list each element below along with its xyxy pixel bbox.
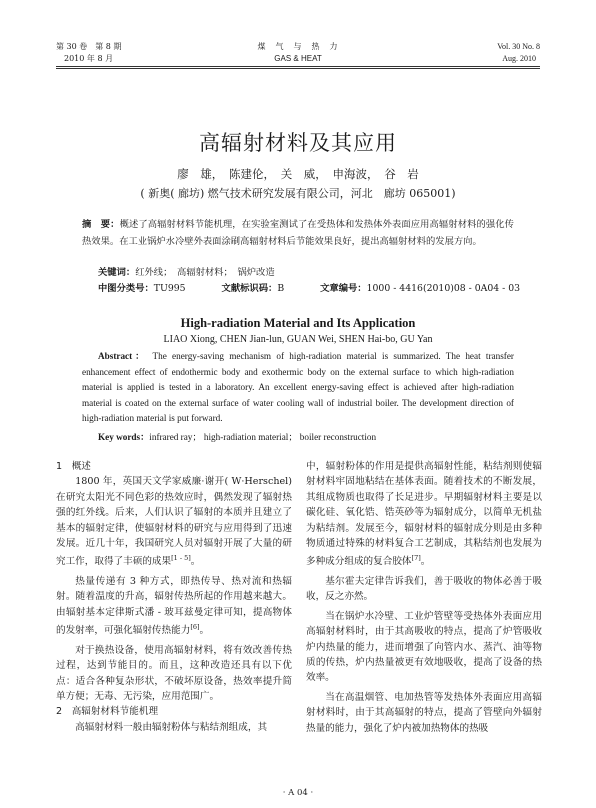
header-rule (56, 66, 540, 67)
abstract-cn (82, 217, 514, 250)
clc-value: TU995 (153, 283, 186, 294)
journal-name-cn: 煤 气 与 热 力 (257, 42, 339, 51)
paragraph-1 (56, 474, 292, 570)
paragraph-1-text: 1800 年，英国天文学家威廉·谢开( W·Herschel) 在研究太阳光不同色彩的热效应时，偶然发现了辐射热强的红外线。后来，人们认识了辐射的本质并且建立了基本的辐射定律，使辐射材料的研究与应用得到了迅速发展。近几十年，我国研究人员对辐射开展了大量的研究工作，取得了丰硕的成果 (56, 476, 292, 568)
paragraph-8: 当在高温烟管、电加热管等发热体外表面应用高辐射材料时，由于其高辐射的特点，提高了管壁向外辐射热量的能力，强化了炉内被加热物体的热吸 (306, 691, 542, 734)
paragraph-5-text: 中，辐射粉体的作用是提供高辐射性能，粘结剂则使辐射材料牢固地粘结在基体表面。随着技术的不断发展，其组成物质也取得了长足进步。早期辐射材料主要是以碳化硅、氧化锆、锆英砂等为辐射成分，以简单无机盐为粘结剂。发展至今，辐射材料的辐射成分则是由多种物质通过特殊的材料复合工艺制成，其粘结剂也发展为多种成分组成的复合胶体 (306, 461, 542, 568)
clc-label: 中图分类号： (98, 283, 154, 294)
keywords-cn-label: 关键词： (98, 267, 136, 278)
paragraph-1-end: 。 (190, 556, 201, 568)
abstract-en-text: The energy-saving mechanism of high-radiation material is summarized. The heat transfer enhancement effect of endothermic body and exothermic body on the external surface to which high-radiation material is applied is tested in a laboratory. An excellent energy-saving effect is achieved after high-radiation material is coated on the external surface of water cooling wall of industrial boiler. The development direction of high-radiation material is put forward. (82, 351, 514, 424)
affiliation: ( 新奥( 廊坊) 燃气技术研究发展有限公司，河北 廊坊 065001) (140, 187, 456, 200)
date-en: Aug. 2010 (502, 54, 536, 63)
paragraph-2-end: 。 (199, 625, 210, 637)
paragraph-7: 当在锅炉水冷壁、工业炉管壁等受热体外表面应用高辐射材料时，由于其高吸收的特点，提高了炉管吸收炉内热量的能力，进而增强了向管内水、蒸汽、油等物质的传热，炉内热量被更有效地吸收，提高了设备的热效率。 (306, 610, 542, 684)
paragraph-6: 基尔霍夫定律告诉我们，善于吸收的物体必善于吸收，反之亦然。 (306, 576, 542, 603)
keywords-en-text: infrared ray； high-radiation material； boiler reconstruction (149, 432, 377, 442)
keywords-cn-text: 红外线； 高辐射材料； 锅炉改造 (135, 267, 275, 278)
keywords-en (98, 429, 376, 443)
body-right-column (306, 459, 542, 736)
paragraph-2 (56, 574, 292, 639)
citation-7: [7] (411, 554, 421, 563)
paragraph-3: 对于换热设备，使用高辐射材料，将有效改善传热过程，达到节能目的。而且，这种改造还具有以下优点：适合各种复杂形状，不破坏原设备，热效率提升简单方便；无毒、无污染，应用范围广。 (56, 644, 292, 703)
section-heading-1: 1 概述 (56, 461, 91, 472)
date-cn: 2010 年 8 月 (64, 54, 114, 63)
doc-code-label: 文献标识码： (221, 283, 278, 294)
header-rule-double (56, 68, 540, 69)
doc-code-value: B (277, 283, 285, 294)
citation-6: [6] (190, 623, 200, 632)
volume-en: Vol. 30 No. 8 (497, 42, 540, 51)
article-title: 高辐射材料及其应用 (199, 131, 397, 155)
article-no-value: 1000 - 4416(2010)08 - 0A04 - 03 (366, 283, 521, 294)
journal-name-en: GAS & HEAT (274, 54, 322, 63)
article-no-label: 文章编号： (320, 283, 367, 294)
english-title: High-radiation Material and Its Application (180, 316, 416, 330)
abstract-cn-label: 摘 要： (82, 219, 120, 230)
page-number: · A 04 · (282, 788, 314, 798)
section-heading-2: 2 高辐射材料节能机理 (56, 706, 159, 718)
volume-cn: 第 30 卷 第 8 期 (56, 42, 122, 51)
paragraph-5-end: 。 (420, 556, 431, 568)
paragraph-5 (306, 459, 542, 570)
paragraph-2-text: 热量传递有 3 种方式，即热传导、热对流和热辐射。随着温度的升高，辐射传热所起的作用越来越大。由辐射基本定律斯式潘 - 玻耳兹曼定律可知，提高物体的发射率，可强化辐射传热能力 (56, 576, 292, 637)
author-list: 廖 雄， 陈建伦， 关 威， 申海波， 谷 岩 (177, 167, 419, 181)
english-authors: LIAO Xiong, CHEN Jian-lun, GUAN Wei, SHEN Hai-bo, GU Yan (163, 334, 433, 345)
keywords-cn (98, 267, 275, 279)
citation-1-5: [1 - 5] (171, 554, 191, 563)
body-left-column (56, 459, 292, 735)
keywords-en-label: Key words： (98, 432, 150, 442)
paragraph-4: 高辐射材料一般由辐射粉体与粘结剂组成，其 (75, 721, 268, 733)
classification-line (98, 283, 528, 295)
abstract-cn-text: 概述了高辐射材料节能机理，在实验室测试了在受热体和发热体外表面应用高辐射材料的强化传热效果。在工业锅炉水冷壁外表面涂刷高辐射材料后节能效果良好，提出高辐射材料的发展方向。 (82, 219, 514, 247)
abstract-en (82, 349, 514, 427)
abstract-en-label: Abstract： (98, 351, 148, 361)
